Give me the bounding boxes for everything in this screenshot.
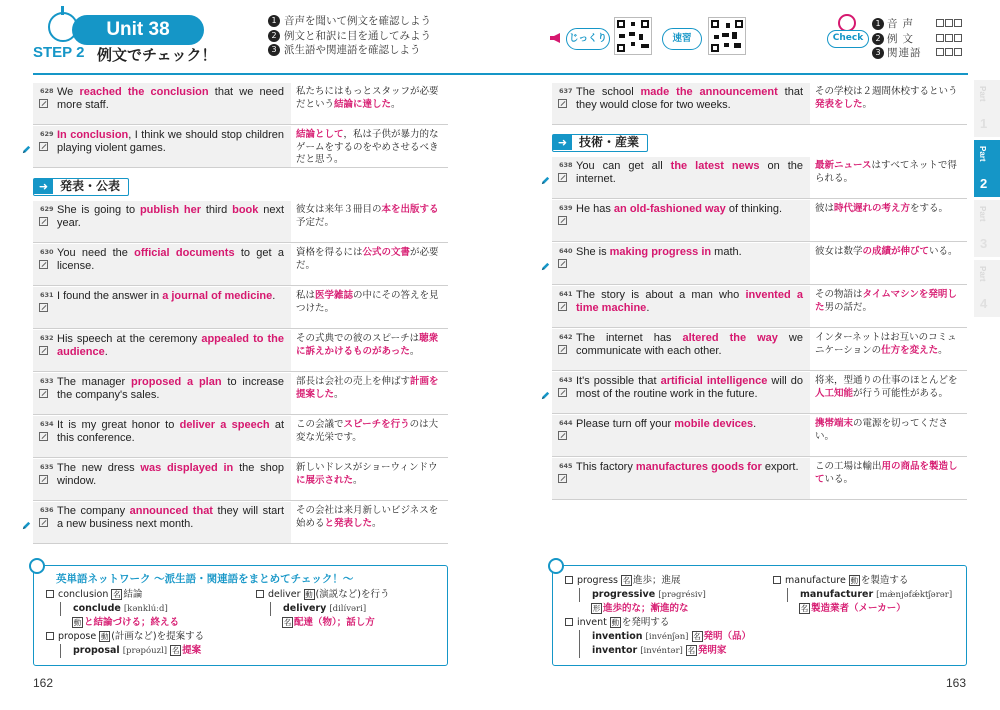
checkbox[interactable]: [954, 48, 962, 56]
entry-checkbox[interactable]: [39, 346, 48, 355]
entry-number: 636: [40, 506, 54, 514]
pen-icon: [540, 386, 551, 397]
example-entry: [33, 416, 448, 458]
category-technology: ➜ 技術・産業: [552, 134, 648, 152]
checkbox[interactable]: [936, 34, 944, 42]
checkbox[interactable]: [936, 19, 944, 27]
checkbox[interactable]: [945, 19, 953, 27]
checkbox[interactable]: [945, 34, 953, 42]
entry-checkbox[interactable]: [558, 216, 567, 225]
network-headword: manufacture 動 を製造する: [773, 574, 908, 587]
bulb-icon: [29, 558, 45, 574]
entry-number: 633: [40, 377, 54, 385]
example-entry: [552, 329, 967, 371]
network-headword: conclusion 名 結論: [46, 588, 142, 601]
example-entry: [552, 157, 967, 199]
tab-part-4[interactable]: Part 4: [974, 260, 1000, 317]
checkbox[interactable]: [565, 618, 573, 626]
pen-icon: [540, 171, 551, 182]
tab-part-2[interactable]: Part 2: [974, 140, 1000, 197]
japanese-translation: 結論として，私は子供が暴力的なゲームをするのをやめさせるべきだと思う。: [291, 126, 448, 167]
entry-number: 628: [40, 87, 54, 95]
example-entry: [33, 330, 448, 372]
english-sentence: Please turn off your mobile devices.: [576, 418, 757, 430]
example-entry: [33, 502, 448, 544]
network-derivative: 形 進歩的な；漸進的な: [592, 603, 689, 614]
japanese-translation: 彼女は数学の成績が伸びている。: [810, 243, 967, 284]
japanese-translation: 彼女は来年３冊目の本を出版する予定だ。: [291, 201, 448, 242]
entry-checkbox[interactable]: [558, 345, 567, 354]
speaker-icon: [550, 33, 560, 43]
japanese-translation: その式典での彼のスピーチは聴衆に訴えかけるものがあった。: [291, 330, 448, 371]
instruction-item: 3 派生語や関連語を確認しよう: [268, 43, 431, 58]
word-network-title: 英単語ネットワーク ～派生語・関連語をまとめてチェック！～: [56, 573, 354, 585]
example-entry: [33, 244, 448, 286]
entry-number: 638: [559, 161, 573, 169]
english-sentence: The company announced that they will start a new business next month.: [57, 505, 284, 530]
entry-checkbox[interactable]: [558, 173, 567, 182]
qr-code-slow-icon[interactable]: [614, 17, 652, 55]
network-derivative: manufacturer [mæ̀njəfǽktʃərər]: [787, 588, 952, 602]
japanese-translation: 携帯端末の電源を切ってください。: [810, 415, 967, 456]
english-sentence: She is going to publish her third book next year.: [57, 204, 284, 229]
category-publication: ➜ 発表・公表: [33, 178, 129, 196]
example-entry: [33, 459, 448, 501]
english-sentence: The manager proposed a plan to increase the company's sales.: [57, 376, 284, 401]
example-entry: [33, 201, 448, 243]
entry-number: 637: [559, 87, 573, 95]
english-sentence: The internet has altered the way we communicate with each other.: [576, 332, 803, 357]
entry-checkbox[interactable]: [39, 389, 48, 398]
entry-checkbox[interactable]: [558, 388, 567, 397]
instruction-list: [268, 14, 431, 58]
example-entry: [552, 286, 967, 328]
instruction-item: 1 音声を聞いて例文を確認しよう: [268, 14, 431, 29]
entry-checkbox[interactable]: [558, 474, 567, 483]
english-sentence: The new dress was displayed in the shop window.: [57, 462, 284, 487]
checkbox[interactable]: [936, 48, 944, 56]
japanese-translation: 彼は時代遅れの考え方をする。: [810, 200, 967, 241]
instruction-item: 2 例文と和訳に目を通してみよう: [268, 29, 431, 44]
step-title: 例文でチェック！: [97, 46, 217, 64]
network-derivative: delivery [dilívəri]: [270, 602, 366, 616]
bulb-icon: [548, 558, 564, 574]
page-number-right: 163: [946, 676, 967, 690]
network-derivative: 名 製造業者（メーカー）: [800, 603, 906, 614]
entry-number: 630: [40, 248, 54, 256]
japanese-translation: その物語はタイムマシンを発明した男の話だ。: [810, 286, 967, 327]
entry-checkbox[interactable]: [39, 99, 48, 108]
english-sentence: You need the official documents to get a license.: [57, 247, 284, 272]
entry-number: 643: [559, 376, 573, 384]
example-entry: [552, 372, 967, 414]
checkbox[interactable]: [954, 34, 962, 42]
entry-number: 645: [559, 462, 573, 470]
audio-fast-button[interactable]: 速習: [662, 28, 702, 50]
entry-number: 642: [559, 333, 573, 341]
checkbox[interactable]: [565, 576, 573, 584]
entry-checkbox[interactable]: [558, 99, 567, 108]
network-headword: progress 名 進歩；進展: [565, 574, 681, 587]
english-sentence: I found the answer in a journal of medicine.: [57, 290, 276, 302]
checkbox[interactable]: [773, 576, 781, 584]
english-sentence: The school made the announcement that they would close for two weeks.: [576, 86, 803, 111]
entry-checkbox[interactable]: [39, 217, 48, 226]
example-entry: [33, 83, 448, 125]
english-sentence: We reached the conclusion that we need more staff.: [57, 86, 284, 111]
checkbox[interactable]: [256, 590, 264, 598]
entry-checkbox[interactable]: [39, 142, 48, 151]
network-headword: propose 動 (計画など)を提案する: [46, 630, 204, 643]
checkbox[interactable]: [46, 590, 54, 598]
english-sentence: It's possible that artificial intelligence will do most of the routine work in the future.: [576, 375, 804, 400]
example-entry: [33, 287, 448, 329]
pen-icon: [21, 140, 32, 151]
tab-part-1[interactable]: Part 1: [974, 80, 1000, 137]
unit-badge: Unit 38: [72, 15, 204, 45]
entry-number: 631: [40, 291, 54, 299]
entry-number: 634: [40, 420, 54, 428]
japanese-translation: この会議でスピーチを行うのは大変な光栄です。: [291, 416, 448, 457]
audio-slow-button[interactable]: じっくり: [566, 28, 610, 50]
page-header: [0, 0, 1000, 72]
japanese-translation: この工場は輸出用の商品を製造している。: [810, 458, 967, 499]
word-network-box-left: [33, 565, 448, 666]
japanese-translation: 将来，型通りの仕事のほとんどを人工知能が行う可能性がある。: [810, 372, 967, 413]
network-derivative: 名 配達（物）；話し方: [283, 617, 375, 628]
example-entry: [33, 126, 448, 168]
arrow-down-icon: ➜: [34, 179, 53, 194]
network-derivative: 動 と結論づける；終える: [73, 617, 180, 628]
japanese-translation: 私は医学雑誌の中にその答えを見つけた。: [291, 287, 448, 328]
entry-number: 644: [559, 419, 573, 427]
english-sentence: His speech at the ceremony appealed to the audience.: [57, 333, 284, 358]
network-derivative: inventor [invéntər] 名 発明家: [579, 644, 726, 658]
english-sentence: The story is about a man who invented a time machine.: [576, 289, 803, 314]
example-entry: [552, 243, 967, 285]
network-headword: deliver 動 (演説など)を行う: [256, 588, 389, 601]
entry-number: 641: [559, 290, 573, 298]
checkbox[interactable]: [954, 19, 962, 27]
example-entry: [33, 373, 448, 415]
entry-number: 640: [559, 247, 573, 255]
example-entry: [552, 200, 967, 242]
pen-icon: [540, 257, 551, 268]
japanese-translation: インターネットはお互いのコミュニケーションの仕方を変えた。: [810, 329, 967, 370]
english-sentence: She is making progress in math.: [576, 246, 742, 258]
step-label: STEP 2: [33, 44, 85, 61]
arrow-down-icon: ➜: [553, 135, 572, 150]
entry-checkbox[interactable]: [558, 431, 567, 440]
check-label: Check: [827, 30, 869, 48]
entry-checkbox[interactable]: [39, 303, 48, 312]
english-sentence: You can get all the latest news on the internet.: [576, 160, 803, 185]
network-derivative: conclude [kənklúːd]: [60, 602, 168, 616]
japanese-translation: その学校は２週間休校するという発表をした。: [810, 83, 967, 124]
example-entry: [552, 458, 967, 500]
entry-checkbox[interactable]: [39, 518, 48, 527]
tab-part-3[interactable]: Part 3: [974, 200, 1000, 257]
japanese-translation: 私たちにはもっとスタッフが必要だという結論に達した。: [291, 83, 448, 124]
japanese-translation: 新しいドレスがショーウィンドウに展示された。: [291, 459, 448, 500]
network-derivative: proposal [prəpóuzl] 名 提案: [60, 644, 201, 658]
entry-number: 635: [40, 463, 54, 471]
example-entry: [552, 83, 967, 125]
japanese-translation: 資格を得るには公式の文書が必要だ。: [291, 244, 448, 285]
word-network-box-right: [552, 565, 967, 666]
entry-number: 629: [40, 205, 54, 213]
pen-icon: [21, 516, 32, 527]
header-rule: [33, 73, 968, 75]
network-derivative: progressive [prəgrésiv]: [579, 588, 706, 602]
qr-code-fast-icon[interactable]: [708, 17, 746, 55]
entry-number: 639: [559, 204, 573, 212]
english-sentence: It is my great honor to deliver a speech at this conference.: [57, 419, 285, 444]
english-sentence: In conclusion, I think we should stop children playing violent games.: [57, 129, 284, 154]
network-derivative: invention [invénʃən] 名 発明（品）: [579, 630, 751, 644]
english-sentence: He has an old-fashioned way of thinking.: [576, 203, 783, 215]
checkbox[interactable]: [945, 48, 953, 56]
network-headword: invent 動 を発明する: [565, 616, 669, 629]
japanese-translation: 最新ニュースはすべてネットで得られる。: [810, 157, 967, 198]
entry-checkbox[interactable]: [39, 432, 48, 441]
entry-checkbox[interactable]: [39, 260, 48, 269]
entry-checkbox[interactable]: [39, 475, 48, 484]
checkbox[interactable]: [46, 632, 54, 640]
english-sentence: This factory manufactures goods for export.: [576, 461, 799, 473]
entry-checkbox[interactable]: [558, 302, 567, 311]
progress-checklist: 1 音声 2 例文 3 関連語: [872, 17, 962, 61]
page-number-left: 162: [33, 676, 54, 690]
japanese-translation: その会社は来月新しいビジネスを始めると発表した。: [291, 502, 448, 543]
entry-checkbox[interactable]: [558, 259, 567, 268]
entry-number: 629: [40, 130, 54, 138]
entry-number: 632: [40, 334, 54, 342]
example-entry: [552, 415, 967, 457]
japanese-translation: 部長は会社の売上を伸ばす計画を提案した。: [291, 373, 448, 414]
